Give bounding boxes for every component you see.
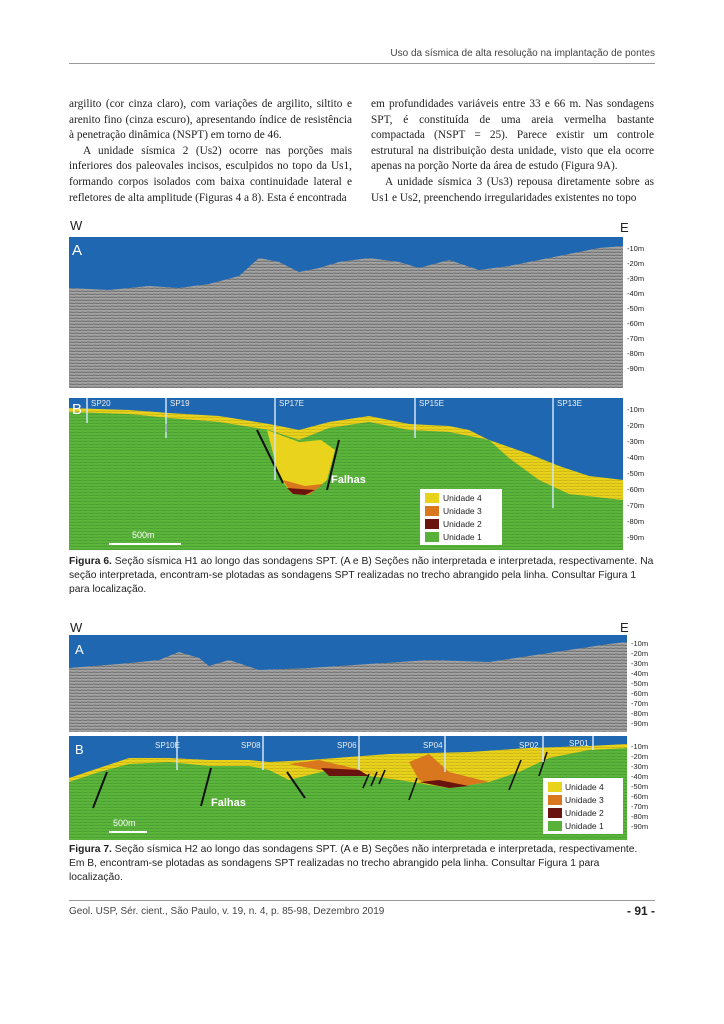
depth-tick: -90m [627,533,645,542]
depth-tick: -10m [631,639,649,648]
depth-tick: -60m [631,689,649,698]
depth-tick: -10m [627,405,645,414]
paragraph: A unidade sísmica 3 (Us3) repousa diretamente sobre as Us1 e Us2, preenchendo irregularidades existentes no topo [371,175,654,204]
legend-item: Unidade 3 [565,795,604,805]
depth-tick: -60m [627,485,645,494]
panel-b-label: B [72,401,83,418]
depth-scale-a [631,639,648,728]
running-head: Uso da sísmica de alta resolução na implantação de pontes [390,48,655,59]
depth-tick: -90m [631,719,649,728]
depth-tick: -20m [627,259,645,268]
scale-label: 500m [132,530,155,540]
spt-label: SP20 [91,399,111,408]
east-label: E [620,620,629,635]
section-a [69,237,623,388]
spt-label: SP08 [241,741,261,750]
paragraph: argilito (cor cinza claro), com variações de argilito, siltito e arenito fino (cinza escuro), apresentando índice de resistência à penetração dinâmica (NSPT) em torno de 46. [69,98,352,142]
depth-tick: -50m [627,469,645,478]
legend-item: Unidade 2 [443,519,482,529]
citation: Geol. USP, Sér. cient., São Paulo, v. 19, n. 4, p. 85-98, Dezembro 2019 [69,906,385,917]
depth-tick: -80m [631,812,649,821]
depth-tick: -70m [627,501,645,510]
depth-tick: -70m [631,699,649,708]
depth-tick: -80m [627,349,645,358]
figure-7-graphic [69,620,655,840]
footer-rule [69,900,655,901]
spt-label: SP04 [423,741,443,750]
caption-label: Figura 6. [69,556,112,567]
text-column-left [69,97,352,206]
faults-label: Falhas [331,474,366,486]
figure-6 [69,218,655,550]
depth-tick: -90m [627,364,645,373]
spt-label: SP17E [279,399,304,408]
faults-label: Falhas [211,797,246,809]
depth-tick: -80m [631,709,649,718]
legend [420,489,502,545]
depth-scale-a [627,244,644,373]
spt-label: SP13E [557,399,582,408]
spt-label: SP19 [170,399,190,408]
east-label: E [620,220,629,235]
spt-label: SP02 [519,741,539,750]
depth-tick: -40m [631,669,649,678]
figure-6-caption [69,555,655,597]
depth-tick: -50m [631,782,649,791]
scale-label: 500m [113,818,136,828]
depth-tick: -30m [631,762,649,771]
legend-item: Unidade 1 [443,532,482,542]
caption-label: Figura 7. [69,844,112,855]
section-a [69,635,627,732]
depth-tick: -60m [631,792,649,801]
depth-tick: -50m [627,304,645,313]
depth-tick: -40m [627,453,645,462]
depth-tick: -30m [631,659,649,668]
page-number: - 91 - [626,904,655,918]
legend [543,778,623,834]
spt-label: SP01 [569,739,589,748]
depth-tick: -30m [627,437,645,446]
figure-6-graphic [69,218,655,550]
legend-item: Unidade 4 [443,493,482,503]
legend-item: Unidade 2 [565,808,604,818]
depth-tick: -90m [631,822,649,831]
west-label: W [70,620,83,635]
paragraph: A unidade sísmica 2 (Us2) ocorre nas porções mais inferiores dos paleovales incisos, esculpidos no topo da Us1, formando corpos isolados com baixa continuidade lateral e refletores de alta amplitude (Figuras 4 a 8). Esta é encontrada [69,144,352,204]
spt-label: SP10E [155,741,180,750]
depth-tick: -80m [627,517,645,526]
depth-tick: -70m [627,334,645,343]
panel-b-label: B [75,742,84,757]
legend-item: Unidade 1 [565,821,604,831]
depth-scale-b [627,405,644,542]
depth-tick: -40m [627,289,645,298]
figure-7 [69,620,655,840]
depth-tick: -70m [631,802,649,811]
panel-a-label: A [75,642,84,657]
depth-tick: -10m [631,742,649,751]
depth-tick: -20m [631,649,649,658]
spt-label: SP15E [419,399,444,408]
depth-tick: -50m [631,679,649,688]
depth-scale-b [631,742,648,831]
legend-item: Unidade 4 [565,782,604,792]
depth-tick: -10m [627,244,645,253]
panel-a-label: A [72,242,83,259]
figure-7-caption [69,843,655,885]
depth-tick: -20m [627,421,645,430]
paragraph: em profundidades variáveis entre 33 e 66 m. Nas sondagens SPT, é constituída de uma areia vermelha bastante compactada (NSPT = 25). Parece existir um controle estrutural na distribuição desta unidade, visto que ela ocorre apenas na porção Norte da área de estudo (Figura 9A). [371,98,654,173]
depth-tick: -60m [627,319,645,328]
depth-tick: -20m [631,752,649,761]
legend-item: Unidade 3 [443,506,482,516]
spt-label: SP06 [337,741,357,750]
depth-tick: -40m [631,772,649,781]
caption-text: Seção sísmica H1 ao longo das sondagens SPT. (A e B) Seções não interpretada e interpretada, respectivamente. Na seção interpretada, encontram-se plotadas as sondagens SPT realizadas no trecho abrangido pela linha. Consultar Figura 1 para localização. [69,556,654,595]
header-rule [69,63,655,64]
depth-tick: -30m [627,274,645,283]
text-column-right [371,97,654,206]
caption-text: Seção sísmica H2 ao longo das sondagens SPT. (A e B) Seções não interpretada e interpretada, respectivamente. Em B, encontram-se plotadas as sondagens SPT realizadas no trecho abrangido pela linha. Consultar Figura 1 para localização. [69,844,638,883]
west-label: W [70,218,83,233]
